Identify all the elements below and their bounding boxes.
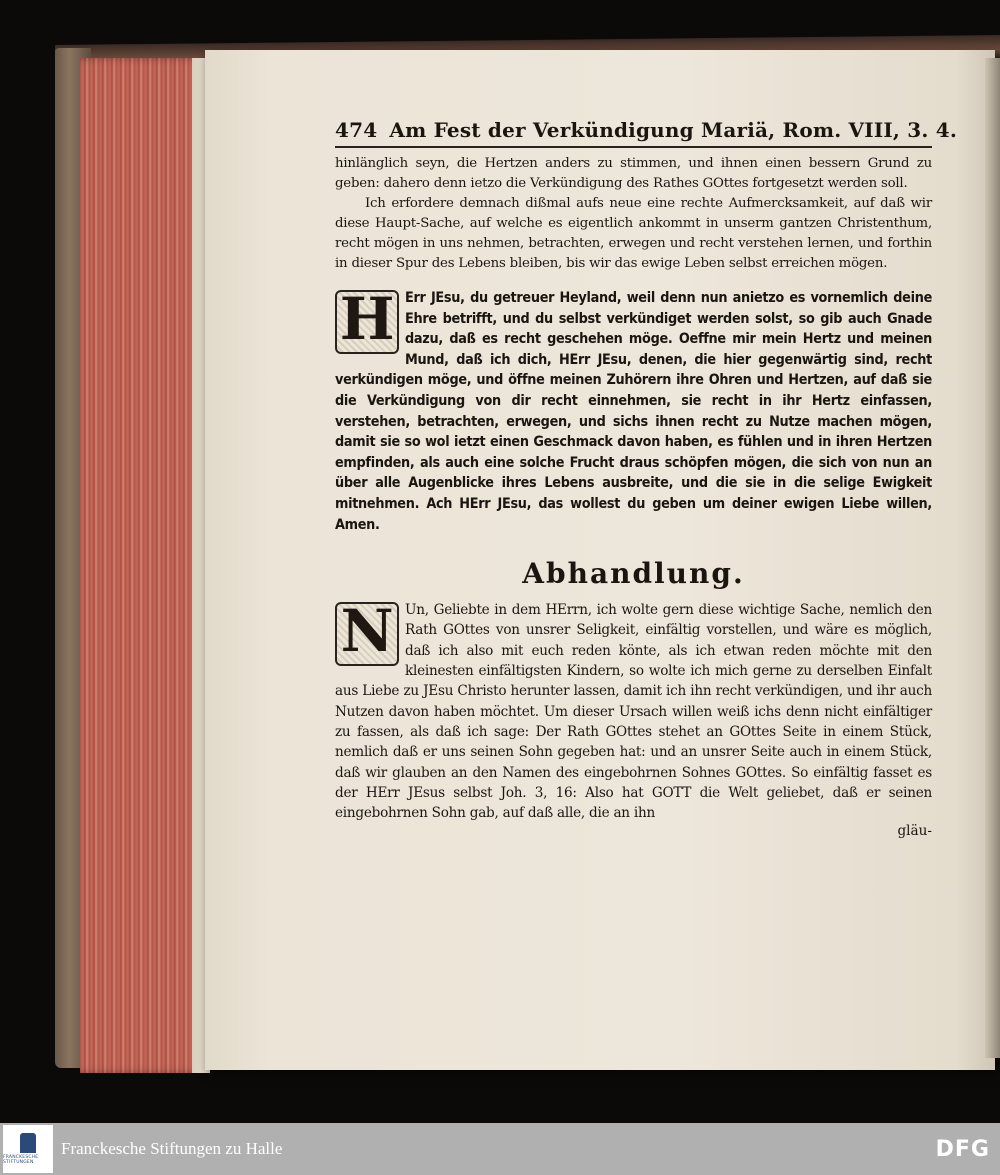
- dfg-logo[interactable]: DFG: [935, 1136, 990, 1162]
- intro-paragraph: hinlänglich seyn, die Hertzen anders zu stimmen, und ihnen einen bessern Grund zu geben: dahero denn ietzo die Verkündigung des Rathes GOttes fortgesetzt werden soll.: [335, 156, 932, 191]
- prayer-drop-cap: H: [335, 290, 399, 354]
- institution-logo[interactable]: [3, 1125, 53, 1173]
- building-icon: [20, 1133, 36, 1153]
- logo-text: FRANCKESCHE STIFTUNGEN: [3, 1155, 39, 1165]
- running-header: [335, 118, 957, 148]
- page-edges: [80, 58, 210, 1073]
- viewer-footer-bar: [0, 1123, 1000, 1175]
- section-heading: Abhandlung.: [522, 557, 745, 591]
- prayer-paragraph: [335, 285, 932, 535]
- second-paragraph: Ich erfordere demnach dißmal aufs neue eine rechte Aufmercksamkeit, auf daß wir diese Haupt-Sache, auf welche es eigentlich ankommt in unserm gantzen Christenthum, recht mögen in uns nehmen, betrachten, erwegen und recht verstehen lernen, und forthin in dieser Spur des Lebens bleiben, bis wir das ewige Leben selbst erreichen mögen.: [335, 196, 932, 271]
- section-paragraph: [335, 597, 932, 823]
- section-drop-cap: N: [335, 602, 399, 666]
- running-title: Am Fest der Verkündigung Mariä, Rom. VIII, 3. 4.: [389, 118, 957, 142]
- page-right-edge: [985, 58, 1000, 1058]
- page-text: [335, 118, 957, 840]
- section-text: Un, Geliebte in dem HErrn, ich wolte gern diese wichtige Sache, nemlich den Rath GOttes von unsrer Seligkeit, einfältig vorstellen, und wäre es möglich, daß ich also mit euch reden könte, als ich etwan reden möchte mit den kleinesten einfältigsten Kindern, so wolte ich mich gerne zu derselben Einfalt aus Liebe zu JEsu Christo herunter lassen, damit ich ihn recht verkündigen, und ihr auch Nutzen davon haben möchtet. Um dieser Ursach willen weiß ichs denn nicht einfältiger zu fassen, als daß ich sage: Der Rath GOttes stehet an GOttes Seite in einem Stück, nemlich daß er uns seinen Sohn gegeben hat: und an unsrer Seite auch in einem Stück, daß wir glauben an den Namen des eingebohrnen Sohnes GOttes. So einfältig fasset es der HErr JEsus selbst Joh. 3, 16: Also hat GOTT die Welt geliebet, daß er seinen eingebohrnen Sohn gab, auf daß alle, die an ihn: [335, 602, 932, 822]
- prayer-text: Err JEsu, du getreuer Heyland, weil denn nun anietzo es vornemlich deine Ehre betrifft, und du selbst verkündiget werden solst, so gib auch Gnade dazu, daß es recht geschehen möge. Oeffne mir mein Hertz und meinen Mund, daß ich dich, HErr JEsu, denen, die hier gegenwärtig sind, recht verkündigen möge, und öffne meinen Zuhörern ihre Ohren und Hertzen, auf daß sie die Verkündigung von dir recht einnehmen, sie recht in ihr Hertz einfassen, verstehen, betrachten, erwegen, und sichs ihnen recht zu Nutze machen mögen, damit sie so wol ietzt einen Geschmack davon haben, es fühlen und in ihren Hertzen empfinden, als auch eine solche Frucht draus schöpfen mögen, die sich von nun an über alle Augenblicke ihres Lebens ausbreite, und die sie in die selige Ewigkeit mitnehmen. Ach HErr JEsu, das wollest du geben um deiner ewigen Liebe willen, Amen.: [335, 290, 932, 533]
- institution-name[interactable]: Franckesche Stiftungen zu Halle: [61, 1139, 283, 1158]
- catchword: gläu-: [897, 823, 932, 840]
- page-number: 474: [335, 118, 378, 142]
